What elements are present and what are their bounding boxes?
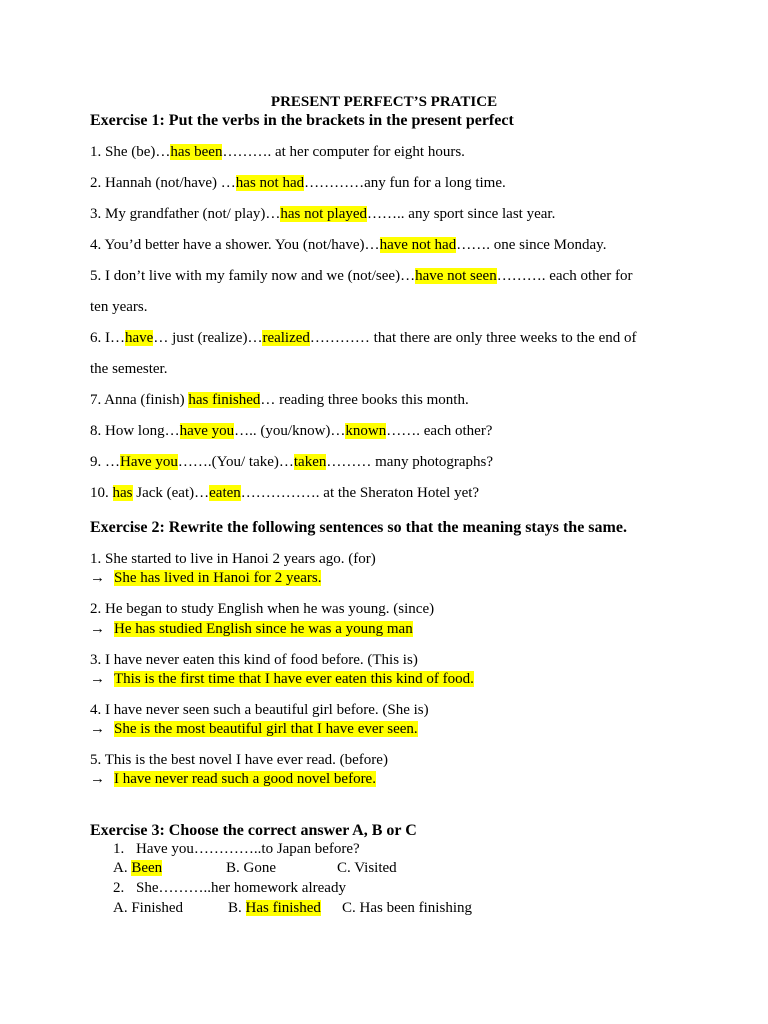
ex2-question-4: 4. I have never seen such a beautiful girl before. (She is) [90, 702, 429, 718]
answer-highlight: This is the first time that I have ever eaten this kind of food. [114, 671, 474, 687]
ex3-q1-text: Have you…………..to Japan before? [136, 841, 360, 857]
text-fragment: ……………. at the Sheraton Hotel yet? [240, 485, 480, 501]
text-fragment: 5. I don’t live with my family now and we (not/see)… [90, 268, 416, 284]
answer-highlight: taken [293, 454, 327, 470]
arrow-right-icon: → [90, 721, 105, 737]
ex1-item-8 [90, 423, 492, 440]
text-fragment: 9. … [90, 454, 120, 470]
text-fragment: Jack (eat)… [132, 485, 210, 501]
text-fragment: …………any fun for a long time. [304, 175, 506, 191]
text-fragment: ………. at her computer for eight hours. [222, 144, 465, 160]
text-fragment: ……. one since Monday. [456, 237, 607, 253]
answer-highlight: eaten [209, 485, 241, 501]
answer-highlight: She has lived in Hanoi for 2 years. [114, 570, 322, 586]
exercise-3-heading: Exercise 3: Choose the correct answer A, B or C [90, 822, 417, 839]
answer-highlight: have you [179, 423, 235, 439]
text-fragment: 3. My grandfather (not/ play)… [90, 206, 281, 222]
text-fragment: ……. each other? [386, 423, 493, 439]
ex2-answer-1 [90, 570, 321, 587]
answer-highlight: has not had [235, 175, 305, 191]
answer-highlight: have [125, 330, 154, 346]
text-fragment: ………. each other for [496, 268, 633, 284]
ex2-answer-3 [90, 671, 474, 688]
ex3-q2-text: She………..her homework already [136, 880, 346, 896]
text-fragment: 1. She (be)… [90, 144, 171, 160]
text-fragment: ………… that there are only three weeks to the end of [309, 330, 637, 346]
ex3-q2-number: 2. [113, 880, 125, 896]
text-fragment: A. [113, 860, 128, 876]
answer-highlight: has [112, 485, 133, 501]
answer-highlight: She is the most beautiful girl that I have ever seen. [114, 721, 418, 737]
ex1-item-5 [90, 268, 633, 285]
text-fragment: …….. any sport since last year. [367, 206, 556, 222]
text-fragment: 6. I… [90, 330, 125, 346]
page-title: PRESENT PERFECT’S PRATICE [270, 94, 498, 110]
answer-highlight: Has finished [245, 900, 321, 916]
text-fragment: 10. [90, 485, 113, 501]
ex1-item-9 [90, 454, 493, 471]
answer-highlight: I have never read such a good novel before. [114, 771, 376, 787]
arrow-right-icon: → [90, 671, 105, 687]
ex2-question-3: 3. I have never eaten this kind of food before. (This is) [90, 652, 418, 668]
ex2-question-5: 5. This is the best novel I have ever read. (before) [90, 752, 388, 768]
text-fragment: 7. Anna (finish) [90, 392, 189, 408]
answer-highlight: has finished [188, 392, 261, 408]
answer-highlight: Been [131, 860, 163, 876]
ex1-item-4 [90, 237, 606, 254]
answer-highlight: realized [262, 330, 310, 346]
ex2-question-2: 2. He began to study English when he was young. (since) [90, 601, 435, 617]
text-fragment: … just (realize)… [153, 330, 263, 346]
arrow-right-icon: → [90, 570, 105, 586]
answer-highlight: He has studied English since he was a young man [114, 621, 413, 637]
arrow-right-icon: → [90, 621, 105, 637]
ex3-q2-option-a: A. Finished [113, 900, 184, 916]
ex1-item-1 [90, 144, 465, 161]
text-fragment: 4. You’d better have a shower. You (not/have)… [90, 237, 380, 253]
exercise-2-heading: Exercise 2: Rewrite the following sentences so that the meaning stays the same. [90, 519, 627, 536]
answer-highlight: known [345, 423, 387, 439]
text-fragment: B. [228, 900, 242, 916]
ex3-q1-option-b: B. Gone [226, 860, 276, 876]
text-fragment: … reading three books this month. [260, 392, 469, 408]
answer-highlight: has been [170, 144, 223, 160]
ex1-item-6 [90, 330, 636, 347]
answer-highlight: have not seen [415, 268, 497, 284]
ex1-item-3 [90, 206, 555, 223]
exercise-1-heading: Exercise 1: Put the verbs in the brackets in the present perfect [90, 112, 514, 129]
ex3-q2-option-c: C. Has been finishing [342, 900, 472, 916]
ex3-q1-number: 1. [113, 841, 125, 857]
ex3-q1-option-c: C. Visited [337, 860, 397, 876]
ex1-item-2 [90, 175, 506, 192]
ex1-item-6-continued: the semester. [90, 361, 168, 377]
ex1-item-10 [90, 485, 479, 502]
arrow-right-icon: → [90, 771, 105, 787]
ex1-item-5-continued: ten years. [90, 299, 148, 315]
text-fragment: ….. (you/know)… [234, 423, 346, 439]
answer-highlight: has not played [280, 206, 368, 222]
answer-highlight: have not had [379, 237, 457, 253]
text-fragment: 2. Hannah (not/have) … [90, 175, 236, 191]
text-fragment: …….(You/ take)… [177, 454, 294, 470]
ex2-question-1: 1. She started to live in Hanoi 2 years ago. (for) [90, 551, 376, 567]
ex2-answer-4 [90, 721, 418, 738]
ex1-item-7 [90, 392, 469, 409]
answer-highlight: Have you [120, 454, 178, 470]
text-fragment: ……… many photographs? [326, 454, 494, 470]
text-fragment: 8. How long… [90, 423, 180, 439]
ex3-q1-option-a [113, 860, 162, 877]
ex2-answer-2 [90, 621, 413, 638]
ex3-q2-option-b [228, 900, 321, 917]
ex2-answer-5 [90, 771, 376, 788]
